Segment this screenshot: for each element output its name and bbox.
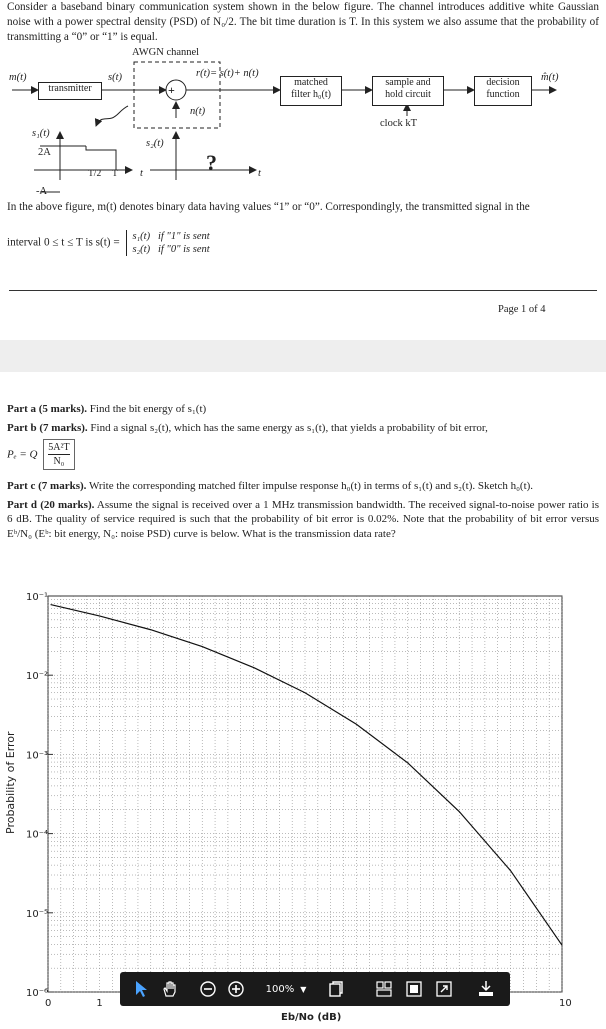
t-axis-label-1: t (140, 168, 143, 179)
page-view-icon (327, 980, 345, 998)
y-tick-label: 10⁻¹ (26, 592, 49, 603)
matched-filter-box: matched filter h₀(t) (280, 76, 342, 106)
hand-icon (161, 980, 179, 998)
download-button[interactable] (472, 976, 500, 1002)
zoom-in-icon (227, 980, 245, 998)
ber-curve (51, 605, 562, 946)
fit-page-button[interactable] (372, 976, 396, 1002)
s1-high-label: 2A (38, 147, 51, 158)
t-half-label: T/2 (88, 169, 102, 179)
t-axis-label-2: t (258, 168, 261, 179)
y-tick-label: 10⁻³ (26, 750, 49, 762)
chevron-down-icon: ▼ (300, 984, 307, 994)
nt-label: n(t) (190, 106, 206, 117)
s1-low-label: -A (36, 186, 48, 197)
fullscreen-icon (435, 980, 453, 998)
page-gap (0, 340, 606, 372)
problem-intro: Consider a baseband binary communication system shown in the below figure. The channel introduces additive white Gaussian noise with a power spectral density (PSD) of N₀/2. The bit time duration is T. In this system we also assume that the probability of transmitting a “0” or “1” is equal. (7, 1, 599, 43)
page-number: Page 1 of 4 (498, 304, 546, 315)
st-label: s(t) (108, 72, 122, 83)
piecewise-cases: s₁(t) if "1" is sent s₂(t) if "0" is sent (126, 230, 209, 256)
pe-equation: Pₑ = Q $\frac{\text{5A²T}}{\text{N₀}}$ (7, 439, 599, 479)
ber-chart (0, 582, 606, 1024)
sample-hold-box: sample and hold circuit (372, 76, 444, 106)
parts-text (7, 402, 599, 545)
x-tick-label: 0 (45, 998, 52, 1009)
ber-chart-svg (0, 582, 606, 1024)
x-tick-label: 10 (559, 998, 572, 1009)
zoom-out-icon (199, 980, 217, 998)
channel-label: AWGN channel (132, 47, 200, 58)
x-axis-label: Eb/No (dB) (281, 1012, 342, 1023)
pdf-toolbar (120, 972, 510, 1006)
clock-label: clock kT (380, 118, 418, 129)
decision-box: decision function (474, 76, 532, 106)
s1-axis-label: s₁(t) (32, 128, 50, 139)
plus-sign: + (168, 83, 175, 97)
transmitter-box: transmitter (38, 82, 102, 100)
download-icon (476, 979, 496, 999)
hand-tool-button[interactable] (158, 976, 182, 1002)
part-a: Part a (5 marks). Find the bit energy of s₁(t) (7, 403, 207, 415)
y-axis-label: Probability of Error (4, 731, 17, 834)
s2-axis-label: s₂(t) (146, 138, 164, 149)
part-c: Part c (7 marks). Write the corresponding matched filter impulse response h₀(t) in terms of s₁(t) and s₂(t). Sketch h₀(t). (7, 480, 534, 492)
y-tick-label: 10⁻⁶ (26, 988, 49, 999)
page-view-button[interactable] (324, 976, 348, 1002)
pointer-icon (134, 980, 150, 998)
diagram-lines (0, 46, 606, 216)
page-2 (0, 372, 606, 1024)
t-full-label: T (112, 169, 118, 179)
rt-label: r(t)= s(t)+ n(t) (196, 68, 259, 79)
pe-fraction: $\frac{\text{5A²T}}{\text{N₀}}$ (43, 439, 74, 470)
output-label: m̂(t) (541, 72, 559, 83)
interval-expression: interval 0 ≤ t ≤ T is s(t) = s₁(t) if "1" is sent s₂(t) if "0" is sent (7, 231, 210, 255)
thumbnails-icon (405, 980, 423, 998)
input-label: m(t) (9, 72, 27, 83)
fit-page-icon (375, 980, 393, 998)
unknown-mark: ? (206, 150, 217, 175)
page-1 (0, 0, 606, 340)
mapping-paragraph: In the above figure, m(t) denotes binary data having values “1” or “0”. Correspondingly, the transmitted signal in the (7, 201, 530, 213)
zoom-in-button[interactable] (224, 976, 248, 1002)
thumbnails-button[interactable] (402, 976, 426, 1002)
y-tick-label: 10⁻² (26, 671, 49, 683)
block-diagram (0, 46, 606, 216)
fullscreen-button[interactable] (432, 976, 456, 1002)
part-b: Part b (7 marks). Find a signal s₂(t), which has the same energy as s₁(t), that yields a probability of bit error, (7, 421, 488, 434)
zoom-out-button[interactable] (196, 976, 220, 1002)
zoom-level-select[interactable]: 100% ▼ (265, 983, 307, 995)
x-tick-label: 1 (96, 998, 103, 1009)
y-tick-label: 10⁻⁵ (26, 908, 49, 920)
pointer-tool-button[interactable] (130, 976, 154, 1002)
part-d: Part d (20 marks). Assume the signal is received over a 1 MHz transmission bandwidth. The received signal-to-noise power ratio is 6 dB. The quality of service required is such that the probability of bit error is 0.02%. Note that the probability of bit error versus Eᵇ/N₀ (Eᵇ: bit energy, N₀: noise PSD) curve is below. What is the transmission data rate? (7, 498, 600, 540)
separator-line (9, 290, 597, 291)
y-tick-label: 10⁻⁴ (26, 829, 49, 841)
